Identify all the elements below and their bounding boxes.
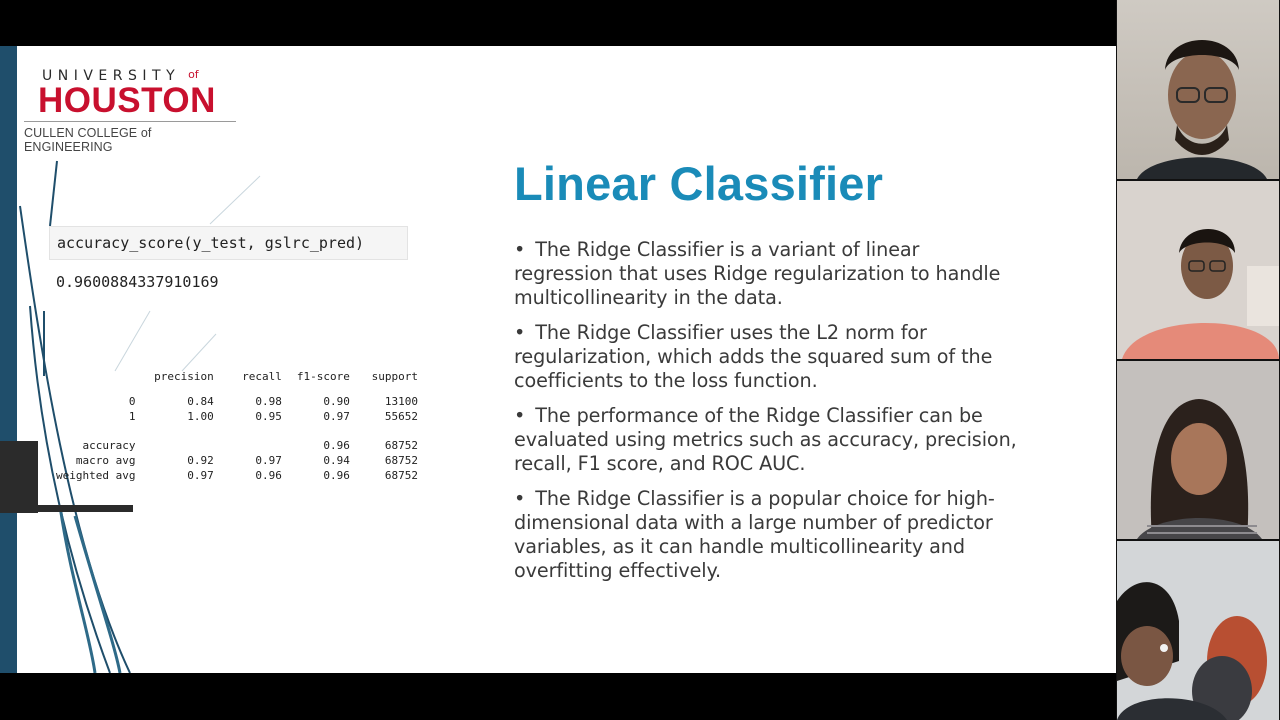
logo-houston-text: HOUSTON (38, 81, 216, 120)
report-cell: 0.97 (323, 410, 350, 423)
presentation-slide (0, 46, 1116, 673)
report-cell: weighted avg (56, 469, 136, 482)
report-row (38, 409, 418, 424)
report-summary-row (38, 468, 418, 483)
logo-of-word: of (188, 68, 199, 81)
participant-video-3[interactable] (1117, 361, 1279, 539)
report-header-row (38, 370, 418, 394)
report-header-support: support (371, 370, 418, 383)
report-cell: 1.00 (187, 410, 214, 423)
report-cell: 0.96 (255, 469, 282, 482)
report-cell: 0.94 (323, 454, 350, 467)
bullet-item (514, 238, 1024, 310)
report-cell: 0.90 (323, 395, 350, 408)
code-input-text: accuracy_score(y_test, gslrc_pred) (57, 234, 365, 252)
code-input-cell (49, 226, 408, 260)
report-cell: 0 (128, 395, 136, 408)
participant-avatar-icon (1117, 0, 1279, 179)
report-header-f1: f1-score (296, 370, 350, 383)
report-header-recall: recall (242, 370, 282, 383)
report-cell: 13100 (384, 395, 418, 408)
report-cell (214, 438, 282, 453)
bullet-dot: • (514, 321, 526, 344)
report-header-precision: precision (154, 370, 214, 383)
report-cell: 0.92 (187, 454, 214, 467)
participant-avatar-icon (1117, 541, 1279, 720)
bullet-dot: • (514, 238, 526, 261)
bullet-item (514, 404, 1024, 476)
bullet-text: The Ridge Classifier is a variant of linear regression that uses Ridge regularization to handle multicollinearity in the data. (514, 238, 1001, 309)
report-cell: 0.96 (323, 469, 350, 482)
report-cell: 0.95 (255, 410, 282, 423)
report-cell: 0.96 (323, 439, 350, 452)
report-cell: accuracy (82, 439, 136, 452)
bullet-item (514, 487, 1024, 583)
report-cell: 1 (128, 410, 136, 423)
report-cell (136, 438, 214, 453)
report-cell: 68752 (384, 439, 418, 452)
classification-report (38, 370, 418, 483)
bullet-text: The performance of the Ridge Classifier can be evaluated using metrics such as accuracy, precision, recall, F1 score, and ROC AUC. (514, 404, 1017, 475)
participant-avatar-icon (1117, 361, 1279, 539)
bullet-dot: • (514, 404, 526, 427)
slide-decorative-bar (0, 441, 38, 513)
participant-video-4[interactable] (1117, 541, 1279, 720)
slide-title: Linear Classifier (514, 157, 884, 210)
report-summary-row (38, 453, 418, 468)
code-output-text: 0.9600884337910169 (56, 273, 219, 291)
report-cell: 55652 (384, 410, 418, 423)
bullet-item (514, 321, 1024, 393)
report-cell: 68752 (384, 454, 418, 467)
slide-bullet-list (514, 238, 1024, 594)
report-cell: 0.98 (255, 395, 282, 408)
report-cell: 0.84 (187, 395, 214, 408)
report-summary-row (38, 438, 418, 453)
report-cell: 68752 (384, 469, 418, 482)
participant-video-2[interactable] (1117, 181, 1279, 359)
university-logo (24, 68, 238, 154)
slide-decorative-bar-bottom (38, 505, 133, 512)
participant-video-panel (1116, 0, 1280, 720)
report-row (38, 394, 418, 409)
report-cell: 0.97 (187, 469, 214, 482)
logo-divider (24, 121, 236, 122)
participant-video-1[interactable] (1117, 0, 1279, 179)
logo-university-word: UNIVERSITY (42, 68, 181, 84)
bullet-text: The Ridge Classifier uses the L2 norm for regularization, which adds the squared sum of the coefficients to the loss function. (514, 321, 993, 392)
report-cell: 0.97 (255, 454, 282, 467)
bullet-dot: • (514, 487, 526, 510)
report-cell: macro avg (75, 454, 136, 467)
bullet-text: The Ridge Classifier is a popular choice for high-dimensional data with a large number of predictor variables, as it can handle multicollinearity and overfitting effectively. (514, 487, 995, 582)
logo-college-text: CULLEN COLLEGE of ENGINEERING (24, 126, 152, 154)
participant-avatar-icon (1117, 181, 1279, 359)
